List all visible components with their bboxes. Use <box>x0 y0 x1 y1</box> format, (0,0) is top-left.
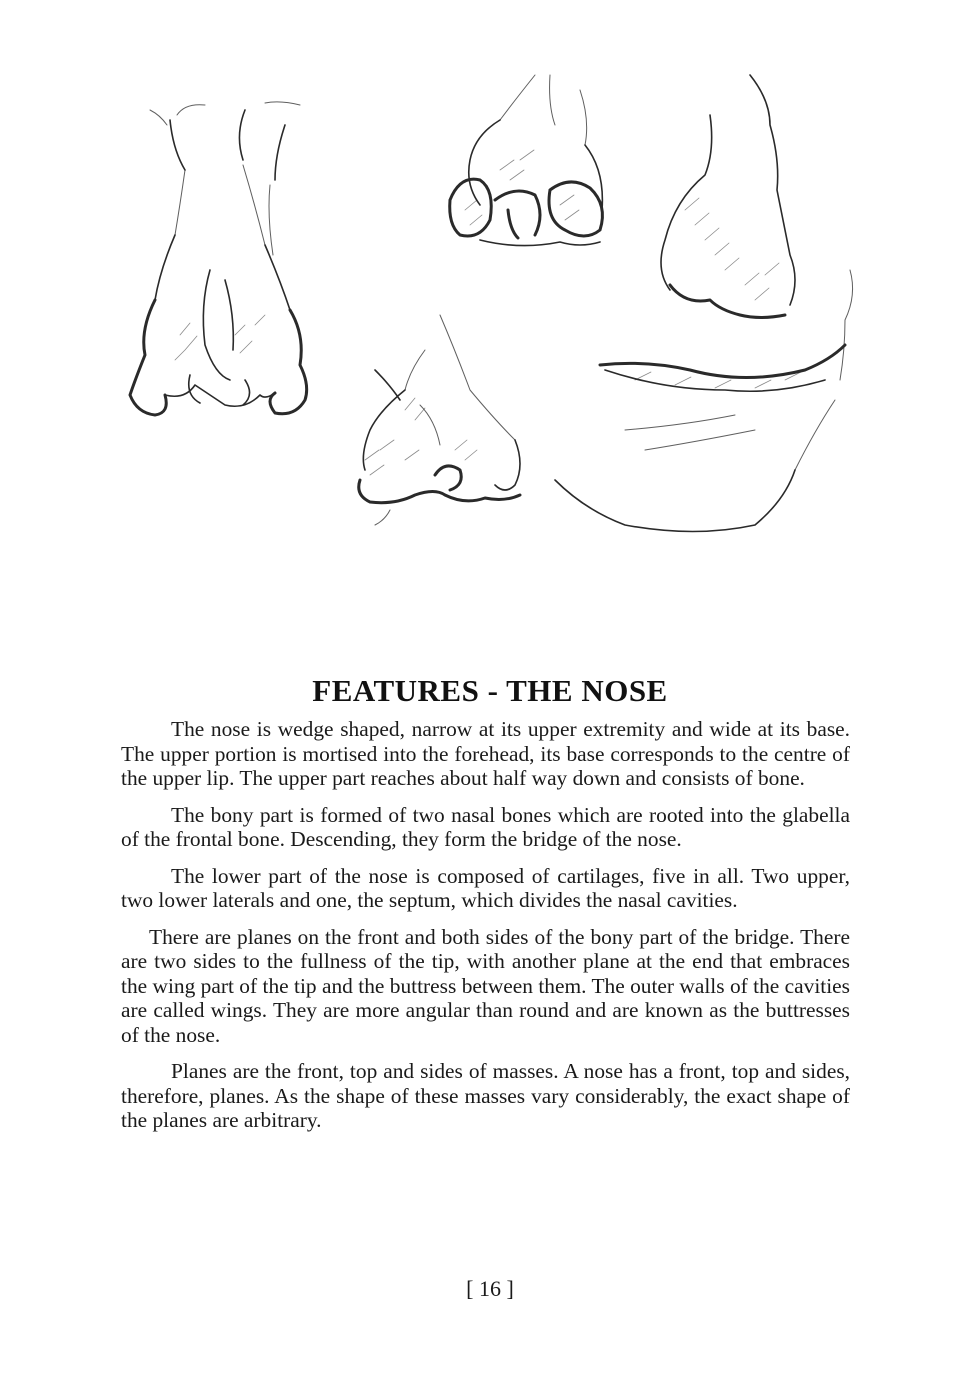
nose-profile-with-lips-sketch <box>545 70 865 540</box>
body-text <box>121 717 850 1145</box>
paragraph: The bony part is formed of two nasal bones which are rooted into the glabella of the frontal bone. Descending, they form the bridge of the nose. <box>121 802 850 851</box>
paragraph: The nose is wedge shaped, narrow at its upper extremity and wide at its base. The upper portion is mortised into the forehead, its base corresponds to the centre of the upper lip. The upper part reaches about half way down and consists of bone. <box>121 717 850 790</box>
nose-three-quarter-view-sketch <box>345 310 535 530</box>
paragraph: Planes are the front, top and sides of masses. A nose has a front, top and sides, therefore, planes. As the shape of these masses vary considerably, the exact shape of the planes are arbitrary. <box>121 1059 850 1132</box>
page-number: [ 16 ] <box>466 1276 514 1301</box>
paragraph: There are planes on the front and both sides of the bony part of the bridge. There are two sides to the fullness of the tip, with another plane at the end that embraces the wing part of the tip and the buttress between them. The outer walls of the cavities are called wings. They are more angular than round and are known as the buttresses of the nose. <box>121 924 850 1047</box>
page-title: FEATURES - THE NOSE <box>312 672 668 708</box>
nose-front-view-sketch <box>115 95 325 425</box>
illustration-area <box>0 0 980 560</box>
paragraph: The lower part of the nose is composed of cartilages, five in all. Two upper, two lower laterals and one, the septum, which divides the nasal cavities. <box>121 863 850 912</box>
